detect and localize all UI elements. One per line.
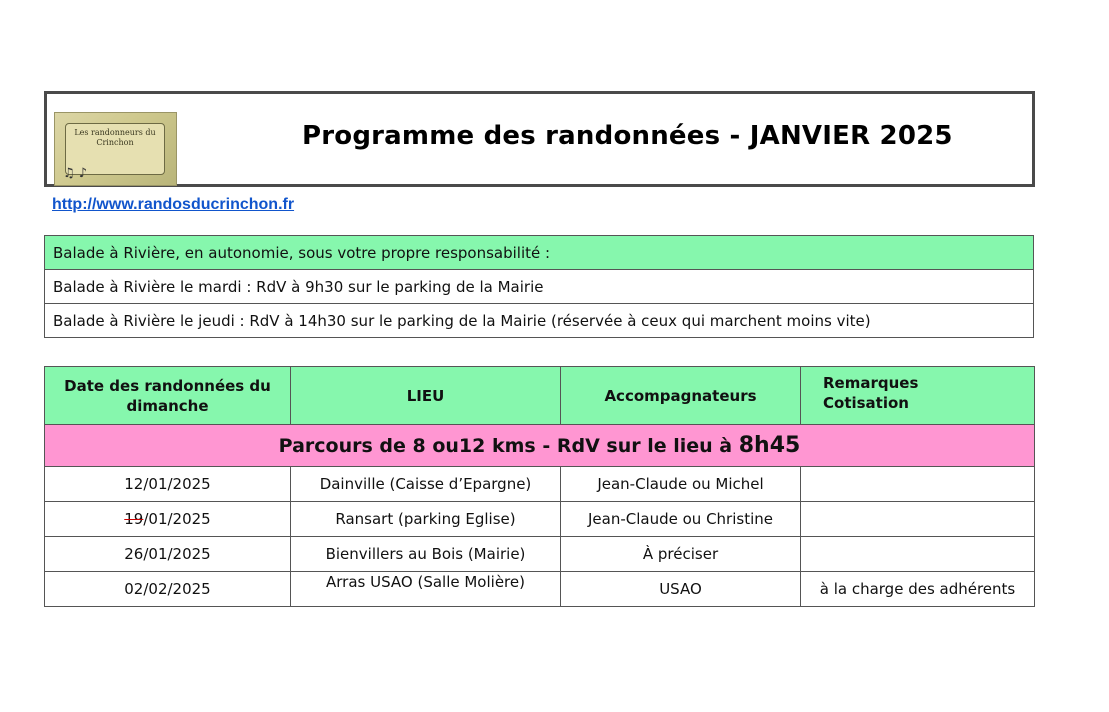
cell-accompagnateurs: Jean-Claude ou Christine bbox=[561, 502, 801, 537]
header-remarques bbox=[801, 367, 1035, 425]
cell-remarques bbox=[801, 537, 1035, 572]
music-notes-icon: ♫ ♪ bbox=[63, 166, 88, 181]
date-rest: 26/01/2025 bbox=[124, 545, 211, 563]
header-date: Date des randonnées du dimanche bbox=[45, 367, 291, 425]
info-table bbox=[44, 235, 1034, 338]
cell-date bbox=[45, 467, 291, 502]
cell-accompagnateurs: Jean-Claude ou Michel bbox=[561, 467, 801, 502]
club-logo bbox=[54, 112, 177, 186]
date-rest: 02/02/2025 bbox=[124, 580, 211, 598]
program-table bbox=[44, 366, 1035, 607]
info-row-text: Balade à Rivière, en autonomie, sous votre propre responsabilité : bbox=[45, 236, 1034, 270]
parcours-time: 8h45 bbox=[738, 433, 801, 458]
header-box bbox=[44, 91, 1035, 187]
header-accompagnateurs: Accompagnateurs bbox=[561, 367, 801, 425]
cell-remarques: à la charge des adhérents bbox=[801, 572, 1035, 607]
header-lieu: LIEU bbox=[291, 367, 561, 425]
date-struck: 19 bbox=[124, 510, 144, 528]
table-row bbox=[45, 537, 1035, 572]
cell-remarques bbox=[801, 467, 1035, 502]
cell-date bbox=[45, 572, 291, 607]
parcours-band-cell bbox=[45, 425, 1035, 467]
page-title: Programme des randonnées - JANVIER 2025 bbox=[302, 121, 953, 151]
date-rest: /01/2025 bbox=[143, 510, 211, 528]
header-remarques-line2: Cotisation bbox=[823, 394, 909, 412]
cell-date bbox=[45, 502, 291, 537]
info-row-text: Balade à Rivière le mardi : RdV à 9h30 sur le parking de la Mairie bbox=[45, 270, 1034, 304]
cell-accompagnateurs: À préciser bbox=[561, 537, 801, 572]
date-rest: 12/01/2025 bbox=[124, 475, 211, 493]
cell-lieu: Arras USAO (Salle Molière) bbox=[291, 572, 561, 607]
website-link[interactable]: http://www.randosducrinchon.fr bbox=[52, 196, 295, 213]
header-remarques-line1: Remarques bbox=[823, 374, 919, 392]
cell-lieu: Ransart (parking Eglise) bbox=[291, 502, 561, 537]
cell-accompagnateurs: USAO bbox=[561, 572, 801, 607]
cell-remarques bbox=[801, 502, 1035, 537]
table-row bbox=[45, 572, 1035, 607]
parcours-band bbox=[45, 425, 1035, 467]
cell-lieu: Dainville (Caisse d’Epargne) bbox=[291, 467, 561, 502]
cell-lieu: Bienvillers au Bois (Mairie) bbox=[291, 537, 561, 572]
logo-text: Les randonneurs du Crinchon bbox=[74, 128, 156, 147]
info-row-text: Balade à Rivière le jeudi : RdV à 14h30 sur le parking de la Mairie (réservée à ceux qui marchent moins vite) bbox=[45, 304, 1034, 338]
info-row bbox=[45, 236, 1034, 270]
table-header-row bbox=[45, 367, 1035, 425]
table-row bbox=[45, 502, 1035, 537]
cell-date bbox=[45, 537, 291, 572]
table-row bbox=[45, 467, 1035, 502]
parcours-text: Parcours de 8 ou12 kms - RdV sur le lieu à bbox=[278, 435, 739, 457]
info-row bbox=[45, 270, 1034, 304]
info-row bbox=[45, 304, 1034, 338]
